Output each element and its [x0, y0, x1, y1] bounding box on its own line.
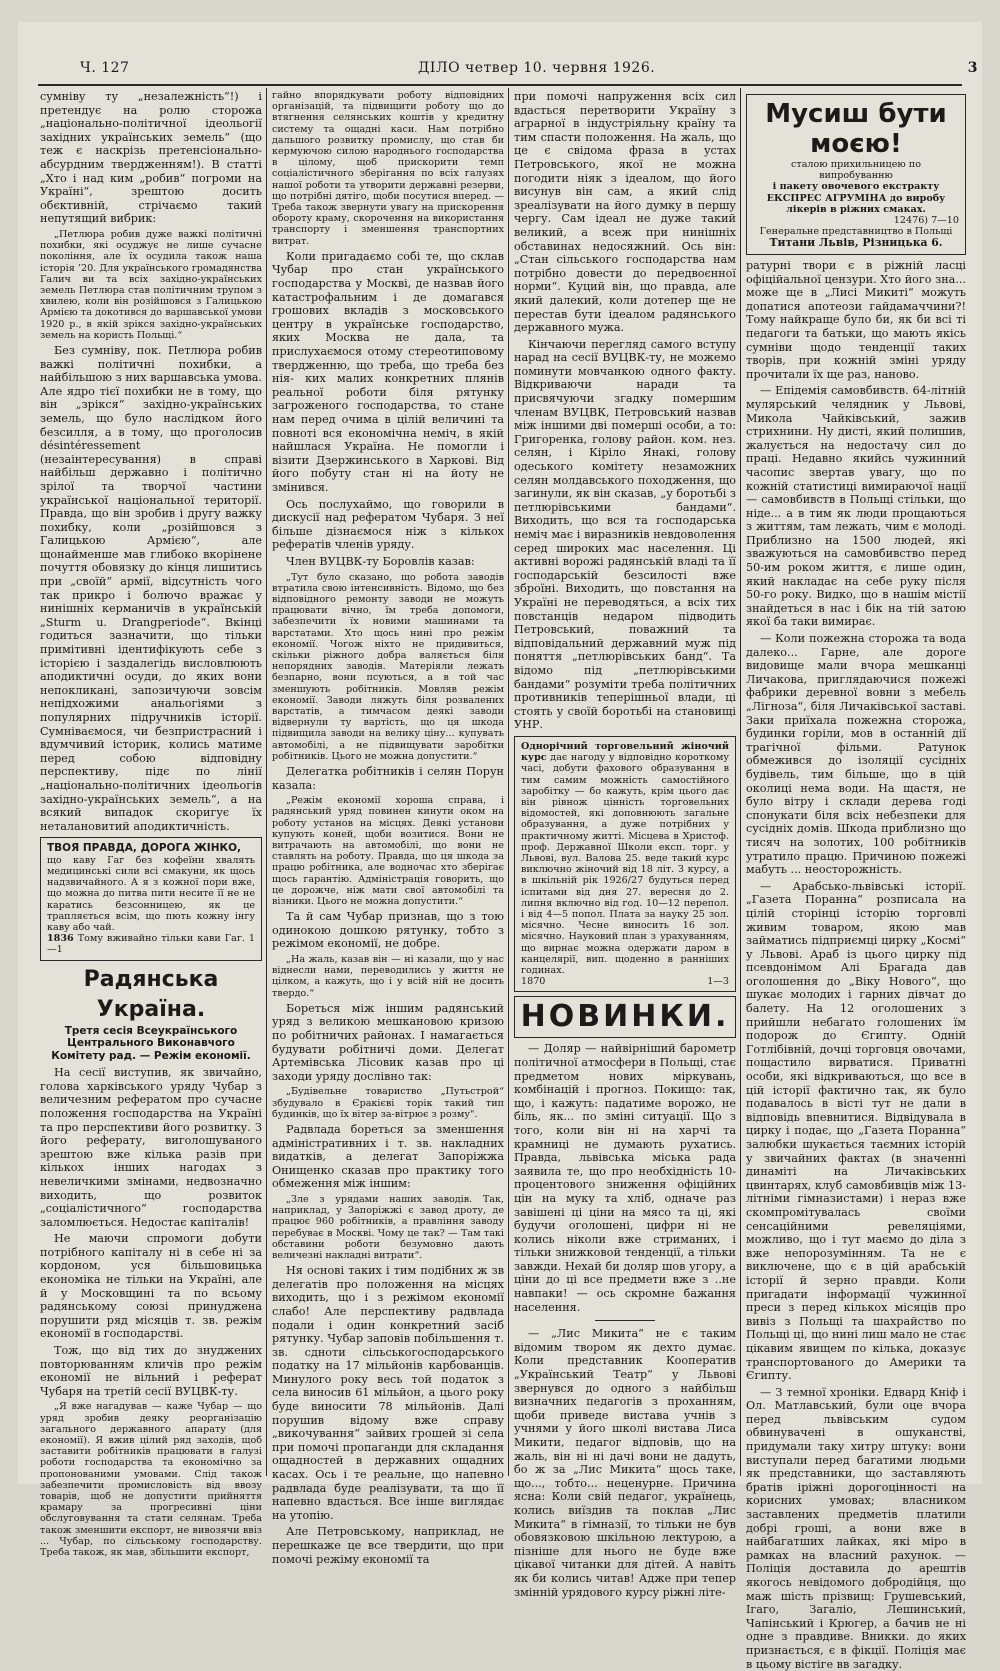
separator — [595, 1320, 655, 1321]
article-text: Але Петровському, наприклад, не перешкаже це все твердити, що при помочі режіму економії та — [272, 1525, 504, 1566]
ad-agrumina-text3: Генеральне представництво в Польщі — [759, 226, 953, 238]
article-text: Не маючи спромоги добути потрібного капіталу ні в себе ні за кордоном, уся більшовицька економіка не тільки на Україні, але й у Московщині та по всьому радянському союзі принуджена порушити ряд місяців т. зв. режім економії в господарстві. — [40, 1232, 262, 1341]
ad-coffee-tail: Тому вживайно тільки кави Гаг. — [77, 933, 245, 945]
column-4 — [746, 90, 966, 1671]
column-divider-2 — [508, 88, 509, 1476]
section-title-novynky: НОВИНКИ. — [520, 999, 730, 1035]
ad-agrumina-text2: і пакету овочевого екстракту ЕКСПРЕС АГРУМІНА до виробу лікерів в ріжних смаках. — [766, 181, 946, 215]
page-header — [58, 60, 978, 80]
newspaper-page — [18, 22, 982, 1671]
header-rule — [38, 84, 962, 86]
column-1 — [40, 90, 262, 1559]
quote-text: гайно впорядкувати роботу відповідних організацій, та підвищити роботу що до втягнення селянських коштів у кредитну систему та ощадні каси. Нам потрібно дальшого розвитку промислу, що став би кермуючою силою народнього господарства в цілому, щоб прискорити темп соціалістичного зберігання по всіх галузях нашої роботи та утворити державні резерви, що потрібні дятіго, щоби посутися вперед. — Треба також звернути увагу на прискорення обороту краму, скорочення на використання транспорту і зменшення транспортних витрат. — [272, 90, 504, 247]
article-text: Бореться між іншим радянський уряд з великою мешкановою кризою по робітничих районах. І намагається будувати робітничі доми. Делегат Артемівська Лісовик казав про ці заходи уряду дослівно так: — [272, 1001, 504, 1083]
quote-text: „Будівельне товариство „Путьстрой“ збудувало в Єракієві торік такий тип будинків, що їх вітер за-вітрює з розму". — [272, 1086, 504, 1120]
article-text: при помочі напруження всіх сил вдасться перетворити Україну з аграрної в індустріяльну країну та тим спасти положення. На жаль, що це є свідома фраза в устах Петровського, якої не можна погодити ніяк з ідеалом, що його висунув він сам, а який слід зреалізувати на його думку в першу чергу. Сам ідеал не дуже такий великий, а всеж при нинішніх обставинах недосяжний. Ось він: „Стан сільського господарства нам потрібно довести до передвоєнної норми“. Куций він, що правда, але який далекий, коли дотепер ще не перестав бути ідеалом радянського державного мужа. — [514, 90, 736, 335]
ad-coffee-title: ТВОЯ ПРАВДА, ДОРОГА ЖІНКО, — [47, 842, 241, 855]
ad-coffee-year: 1836 — [47, 933, 74, 945]
quote-text: „Зле з урядами наших заводів. Так, наприклад, у Запоріжжі є завод дроту, де працює 960 робітників, а правління заводу перебуває в Москві. Чому це так? — Там такі обставини роботи безумовно дають величезні накладні витрати“. — [272, 1193, 504, 1261]
news-item-fire: — Коли пожежна сторожа та вода далеко... Гарне, але дороге видовище мали вчора мешканці Личакова, приглядаючися пожежі фабрики деревної вовни з мебель „Лігноза“, біля Личаківської заставі. Заки приїхала пожежна сторожа, будинки горіли, мов в останній дії трагічної фільми. Ратунок обмежився до ізоляції сусідніх будівель, тим більше, що в цій околиці нема води. На щастя, не було вітру і склади дерева годі спонукати біля всіх небезпеки для сусідніх домів. Шкода приблизно що тисяч на золотих, 100 робітників утратило працю. Причиною пожежі мабуть ... неосторожність. — [746, 632, 966, 877]
ad-agrumina-code: 12476) 7—10 — [893, 215, 959, 227]
novynky-box — [514, 996, 736, 1038]
column-divider-3 — [740, 88, 741, 1476]
section-subtitle: Третя сесія Всеукраїнського Центрального Виконавчого Комітету рад. — Режім економії. — [51, 1024, 251, 1062]
article-text: Радвлада бореться за зменшення адміністративних і т. зв. накладних видатків, а делегат Запоріжжа Онищенко сказав про практику того обмеження між іншим: — [272, 1122, 504, 1191]
ad-course-count: 1—3 — [707, 976, 729, 988]
article-text: Ось послухаймо, що говорили в дискусії над рефератом Чубаря. З неї більше дізнаємося ніж з кількох рефератів членів уряду. — [272, 497, 504, 552]
article-text: Тож, що від тих до знуджених повторюванням кличів про режім економії не вільний і реферат Чубаря на третій сесії ВУЦВК-ту. — [40, 1344, 262, 1398]
ad-course-text: дає нагоду у відповідно короткому часі, добути фахового образування в тим самим можність самостійного заробітку — бо кажуть, крім цього дає він рівнож цінність торговельних відомостей, які доповнюють загальне образування, а дуже потрібних у практичному житті. Місцева в Христоф. проф. Державної Школи експ. торг. у Львові, вул. Валова 25. веде такий курс виключно жіночий від 18 літ. З курсу, а в шкільній рік 1926/27 будуться перед іспитами від дня 27. вересня до 2. липня включно від год. 10—12 перепол. і від 4—5 попол. Плата за науку 25 зол. місячно. Чесне виносить 16 зол. місячно. Науковий план з урахуванням, що вирнає можна одержати даром в канцелярії, вип. щоденно в ранніших годинах. — [521, 752, 729, 976]
masthead-date: ДІЛО четвер 10. червня 1926. — [418, 60, 656, 76]
article-text: Делегатка робітників і селян Порун казала: — [272, 764, 504, 792]
quote-text: „На жаль, казав він — ні казали, що у нас віднесли нами, переводились у життя не цілком, а кажуть, що і у всій ній не досить твердо.“ — [272, 953, 504, 999]
quote-text: „Петлюра робив дуже важкі політичні похибки, які осуджує не лише сучасне покоління, але їх осудила також наша історія ’20. Для українського громадянства Галич ви та всіх західно-українських земель Петлюра став політичним трупом з хвилею, коли він розійшовся з Галицькою Армією та докотився до варшавської умови 1920 р., в якій зрікся західно-українських земель на користь Польщі.“ — [40, 228, 262, 341]
news-item-lys-mykyta: — „Лис Микита“ не є таким відомим твором як дехто думає. Коли представник Кооператив „Український Театр“ у Львові звернувся до одного з найбільш визначних педагогів з проханням, щоби приведе вистава учнів з учнями у його школі вистава Лиса Микити, педагог відповів, що на жаль, він ні ні дачі вони не дадуть, бо ж за „Лис Микита“ щось таке, що..., тобто... неценурне. Причина ясна: Коли свій педагог, українець, колись виїздив та поклав „Лис Микита“ в гімназії, то тільки не був обовязковою шкільною лектурою, а пізніше для нього не буде вже цікавої читанки для дітей. А навіть як би колись читав! Адже при тепер змінній урядового курсу ріжні літе- — [514, 1327, 736, 1599]
news-item-crime: — З темної хроніки. Едвард Кніф і Ол. Матлавський, були оце вчора перед львівським судом обвинувачені в ошуканстві, придумали таку хитру штуку: вони виступали перед багатими людьми як представники, що заставляють братів іріжні дорогоцінності на корисних умовах; власником заставлених предметів платили добрі гроші, а вони вже в найбагатших лайках, які міро в рамках на власний рахунок. — Поліція доставила до арештів якогось невідомого добродійця, що маж шість прізвищ: Грушевський, Ігаго, Загаліо, Лешинський, Чапінський і Крюгер, а бачив не ні одне з правдиве. Вникки. до яких признається, є в фікції. Поліція має в цьому вістіге вв загадку. — [746, 1385, 966, 1671]
ad-coffee-count: 1—1 — [47, 933, 255, 956]
news-item-arab: — Арабсько-львівські історії. „Газета Поранна“ розписала на цілій сторінці історію торговлі живим товаром, якою мав займатись підприємці цирку „Космі“ у Львові. Араб із цього цирку під псевдонімом Алі Брагада дав оголошення до „Віку Нового“, що шукає молодих і гарних дівчат до балету. На 12 оголошених з прийшли небагато голошених їм подорож до Єгипту. Одній Готлібівній, дочці торговця овочами, пощастило вирватися. Приватні особи, які відкриваються, що все в цій історії фактично так, як було подавалось в вісті тут не дали в відповідь впевнитися. Відвідувала в цирку і подає, що „Газета Поранна“ залюбки шукається таємних історій у звичайних фактах (в значенні динаміті на Личаківських цвинтарях, клуб самовбивців між 13-літніми гімназистами) і нераз вже скомпромітувалась своїми сенсаційними ревеляціями, можливо, що і тут маємо до діла з вже непорозумінням. Та не є виключене, що є в цій арабській історії й зерно правди. Коли пригадати інформації чужинної преси з перед кількох місяців про вивіз з Польщі та шахрайство по Польщі ці, що нині лиш мало не стає цікавим явищем по кілька, доказує транспортованого до Америки та Єгипту. — [746, 879, 966, 1383]
ad-agrumina-title: Мусиш бути моєю! — [765, 99, 947, 159]
column-2 — [272, 90, 504, 1566]
article-text: Та й сам Чубар признав, що з тою одинокою дошкою рятунку, тобто з режімом економії, не добре. — [272, 910, 504, 951]
ad-agrumina-text1: сталою прихильницею по випробуванню — [791, 159, 921, 182]
news-item-epidemic: — Епідемія самовбивств. 64-літній мулярський челядник у Львові, Микола Чайківський, зажив стрихнини. Ну дисті, який полишив, жалується на недостачу сил до праці. Недавно якийсь чужинний часопис звертав увагу, що по кожній статистиці вимираючої нації — самовбивств в Польщі стільки, що ніде... а в тим як люди прощаються з життям, там лежать, чим є молоді. Приблизно на 1500 людей, які зважуються на самовбивство перед 50-им роком життя, є лише один, який накладає на себе руку після 50-го року. Видко, що в нашім містії знайдеться в нас і бік на тій затою якої ба таки вимирає. — [746, 384, 966, 629]
article-text: Ня основі таких і тим подібних ж зв делегатів про положення на місцях виходить, що і з режімом економії слабо! Але перспективу радвлада подали і один конкретний засіб рятунку. Чубар заповів побільшення т. зв. сдноти сільськогосподарського податку на 17 мільйонів карбованців. Минулого року весь той податок з села виносив 61 мільйон, а цього року буде виносити 78 мільйонів. Далі порушив відому вже справу „викочування“ зайвих грошей зі села при помочі пропаганди для складання ощадностей в державних ощадних касах. Ось і те реальне, що напевно радвлада буде реалізувати, та що її напевно вдасться. Все інше виглядає на утопію. — [272, 1264, 504, 1522]
quote-text: „Я вже нагадував — каже Чубар — що уряд зробив деяку реорганізацію загального державного апарату (для економії). Я вжив цілий ряд заходів, щоб заставити робітників працювати в галузі роботи господарства та економічно за пропонованими умовами. Слід також забезпечити промисловість від ввозу товарів, щоб не допустити прийняття крамару за прогресивні ціни обслуговування та стати селянам. Треба також зменшити експорт, не вивозячи ввіз ... Чубар, по сільському господарству. Треба також, як мав, збільшити експорт, — [40, 1401, 262, 1559]
column-3 — [514, 90, 736, 1599]
ad-agrumina — [746, 94, 966, 255]
ad-course — [514, 736, 736, 992]
ad-coffee-text: що каву Гаг без кофеїни хвалять медицинські сили всі смакуни, як щось надзвичайного. А я з кожної пори вже, що можна до питва пити несите її не не каратись безсонницею, як це трапляється всім, що пють кожну інгу каву або чай. — [47, 854, 255, 934]
speaker-line: Член ВУЦВК-ту Боровлів казав: — [286, 554, 475, 568]
news-item-dollar: — Доляр — найвірніший барометр політичної атмосфери в Польщі, стає предметом нових міркувань, комбінацій і прогноз. Покищо: так, що, і кажуть: падатиме ворожо, не біль, як... по зміні ситуації. Що з того, коли він ні на харчі та крамниці не думають рухатись. Правда, львівська міська рада заявила те, що про необхідність 10-процентового зниження офіційних цін на муку та хліб, одначе раз завішені ці ціни на мясо та ці, які будучи оголошені, цифри ні не колись ніколи вже стриманих, і тільки знижковой тенденції, а тільки завжди. Нехай би доляр шов угору, а ціни до ці все предмети вже з ..не навпаки! — ось скромне бажання населення. — [514, 1042, 736, 1314]
article-text: Без сумніву, пок. Петлюра робив важкі політичні похибки, а найбільшою з них варшавська умова. Але ядро тієї похибки не в тому, що він „зрікся“ західно-українських земель, що було наслідком його безсилля, а в тому, що проголосив désintéressement (незаінтересування) в справі найбільш державно і політично зрілої та творчої частини української національної території. Правда, що він зробив і другу важку похибку, коли „розійшовся з Галицькою Армією“, але щонайменше мав глибоко вкорінене почуття обовязку до кінця лишитись при „своїй“ армії, відсутність чого так прикро і болючо вражає у нинішніх керманичів в українській „Sturm u. Drangperiode“. Вкінці годиться зазначити, що тільки примітивні ідентифікують себе з історією і заздалегідь висловлюють аподиктичні осуди, до яких вони непокликані, запозичуючи зовсім непідхожими анальогіями з популярних підручників історії. Сумніваємося, чи безпристрасний і вдумчивий історик, колись матиме перед собою відповідну перспективу, підє по лінії „національно-політичних ідеольогів західно-українських земель“, а на всякий випадок скоригує їх неталановитий аподиктичність. — [40, 343, 262, 833]
article-text: На сесії виступив, як звичайно, голова харківського уряду Чубар з величезним рефератом про сучасне положення господарства на Україні та про перспективи його розвитку. З його реферату, виголошуваного зрештою вже кілька разів при кількох інших нагодах з невеличкими змінами, недвозначно виходить, що розвиток „соціалістичного“ господарства заломлюється. Недостає капіталів! — [40, 1066, 262, 1229]
quote-text: „Режім економії хороша справа, і радянський уряд повинен кинути оком на роботу установ на місцях. Деякі установи купують коней, щоби возитися. Вони не витрачають на автомобілі, що вони не ставлять на роботу. Правда, що ця шкода за працю робітника, але водночас хто зберігає щось гарантію. Адміністрація говорить, що це дорожче, ніж мати свої автомобілі та візники. Цього не можна допустити.“ — [272, 795, 504, 907]
quote-text: „Тут було сказано, що робота заводів втратила свою інтенсивність. Відомо, що без відповідного ремонту заводи не можуть працювати вічно, їм треба допомоги, забезпечити їх новими машинами та варстатами. Хто щось нині про режім економії. Чогож ніхто не придивиться, скільки ріжного добра валяється біля непорядних заводів. Матеріяли лежать безпарно, вони псуються, а в той час зменшують робітників. Мовляв режім економії. Заводи ляжуть біля розвалених варстатів, а тимчасом деякі заводи відвернули ту вартість, що ця шкода підвищила заводи на велику ціну... купувать автомобілі, а не підвищувати заробітки робітників. Цього не можна допустити.“ — [272, 571, 504, 762]
section-title-radianska: Радянська Україна. — [83, 966, 219, 1022]
ad-agrumina-text4: Титани Львів, Різницька 6. — [769, 236, 943, 250]
column-divider-1 — [266, 88, 267, 1476]
ad-coffee — [40, 837, 262, 960]
page-number: 3 — [967, 60, 978, 76]
article-text: сумніву ту „незалежність“!) і претендує на ролю сторожа „національно-політичної ідеольогії західних українських земель“ (що теж є наскрізь претенсіонально-абсурдним твердженням!). В статті „Хто і над ким „робив“ погроми на Україні“, зрештою досить обєктивній, стрічаємо такий непутящий вибрик: — [40, 90, 262, 226]
ad-course-title: Однорічний торговельний жіночий курс — [521, 740, 729, 764]
article-text: ратурні твори є в ріжній ласці офіційальної цензури. Хто його зна... може ще в „Лисі Микиті“ можуть допатися апотеози гайдамаччини?! Тому найкраще було би, як би всі ті педагоги та батьки, що мають якісь сумніви щодо тенденції таких творів, при кожній зміні уряду прочитали їх ще раз, наново. — [746, 259, 966, 381]
article-text: Кінчаючи перегляд самого вступу нарад на сесії ВУЦВК-ту, не можемо поминути мовчанкою одного факту. Відкриваючи наради та присвячуючи згадку помершим членам ВУЦВК, Петровський назвав між іншими дві померші особи, а то: Григоренка, голову район. ком. нез. селян, і Кіріло Янакі, голову одеського комітету незаможних селян молдавського походження, що загинули, як він сказав, „у боротьбі з петлюрівськими бандами“. Виходить, що вся та господарська неміч має і виразників невдоволення серед широких мас населення. Ці активні ворожі радянській владі та її господарській безсилості вже зброїні. Виходить, що повстання на Україні не переводяться, а всіх тих повстанців недаром підводить Петровський, поважний та відповідальний державний муж під поняття „петлюрівських банд“. Та відомо під „петлюрівськими бандами“ розуміти треба політичних противників теперішньої влади, ці стоять у своїй боротьбі на становищі УНР. — [514, 337, 736, 732]
issue-number: Ч. 127 — [80, 60, 130, 76]
article-text: Коли пригадаємо собі те, що склав Чубар про стан українського господарства у Москві, де назвав його катастрофальним і де домагався грошових вкладів з московського центру в українське господарство, яких Москва не дала, та прислухаємося отому стереотиповому твердженню, що треба, що треба без нія- ких малих конкретних плянів реальної роботи біля рятунку загроженого господарства, то стане нам перед очима в цілій величині та повноті вся економічна неміч, в якій найшлася Україна. Не помогли і візити Дзержинського в Харкові. Від його побуту стан ні на йоту не змінився. — [272, 249, 504, 494]
ad-course-number: 1870 — [521, 976, 546, 988]
